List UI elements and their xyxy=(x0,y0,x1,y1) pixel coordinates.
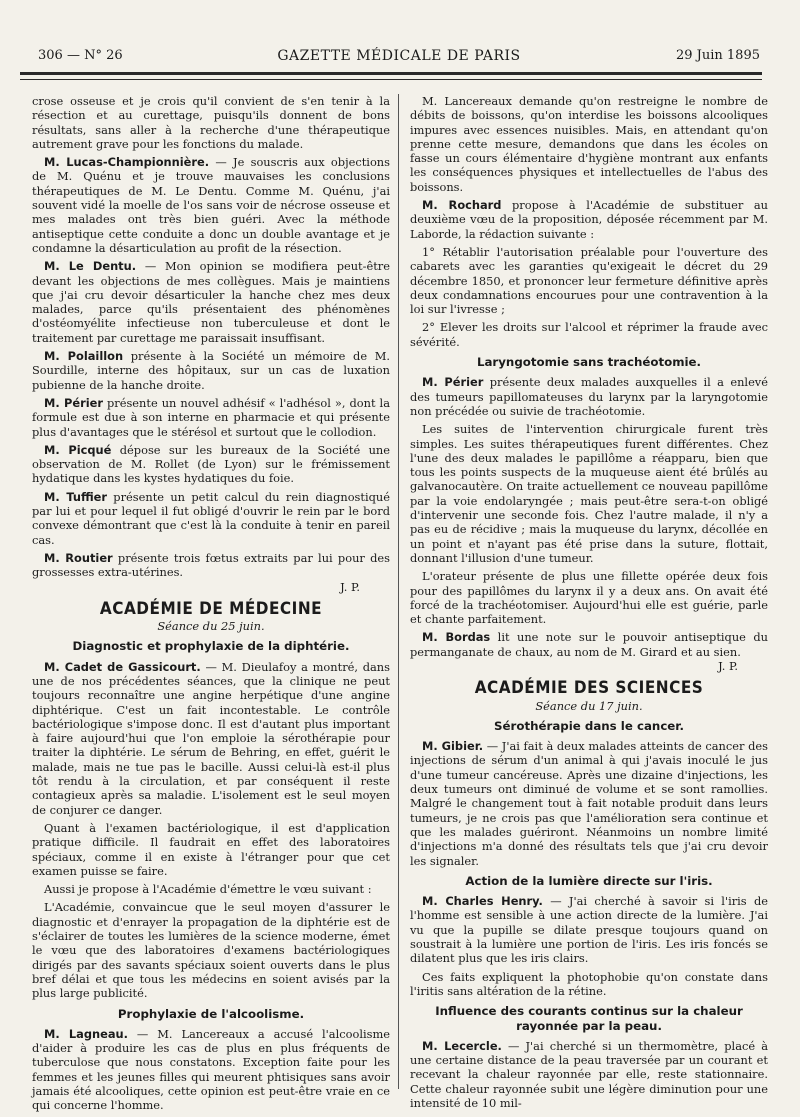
speaker-name: M. Picqué xyxy=(44,442,112,457)
paragraph: M. Lagneau. — M. Lancereaux a accusé l'alcoolisme d'aider à produire les cas de plus en plus fréquents de tuberculose que nous constatons. Exception faite pour les femmes et les jeunes filles qui meurent phtisiques sans avoir jamais été alcooliques, cette opinion est peut-être vraie en ce qui concerne l'homme. xyxy=(32,1026,390,1113)
speaker-name: M. Périer xyxy=(44,395,103,410)
paragraph: L'Académie, convaincue que le seul moyen d'assurer le diagnostic et d'enrayer la propagation de la diphtérie est de s'éclairer de toutes les lumières de la science moderne, émet le vœu que des laboratoires d'examens bactériologiques dirigés par des savants spéciaux soient ouverts dans le plus bref délai et que tous les médecins en soient avisés par la plus large publicité. xyxy=(32,900,390,1001)
paragraph: M. Bordas lit une note sur le pouvoir antiseptique du permanganate de chaux, au nom de M. Girard et au sien. J. P. xyxy=(410,630,769,673)
right-column xyxy=(410,94,768,1114)
session-date: Séance du 25 juin. xyxy=(157,619,265,634)
speaker-name: M. Routier xyxy=(44,550,113,565)
speaker-name: M. Charles Henry. xyxy=(422,894,543,909)
paragraph: M. Gibier. — J'ai fait à deux malades atteints de cancer des injections de sérum d'un animal à qui j'avais inoculé le jus d'une tumeur cancéreuse. Après une dizaine d'injections, les deux tumeurs ont diminué de volume et se sont ramollies. Malgré le changement tout à fait notable produit dans leurs tumeurs, je ne crois pas que l'amélioration sera continue et que les malades guériront. Néanmoins un nombre limité d'injections m'a donné des résultats tels que j'ai cru devoir les signaler. xyxy=(410,739,768,868)
page-number: 306 — N° 26 xyxy=(38,48,123,63)
speaker-name: M. Périer xyxy=(422,375,484,390)
subsection-title: Influence des courants continus sur la chaleur rayonnée par la peau. xyxy=(435,1004,743,1033)
left-column xyxy=(32,94,390,1117)
subsection-title: Laryngotomie sans trachéotomie. xyxy=(476,355,702,370)
speaker-name: M. Gibier. xyxy=(422,739,484,754)
subsection-title: Diagnostic et prophylaxie de la diphtérie. xyxy=(72,639,350,654)
speaker-name: M. Polaillon xyxy=(44,349,124,364)
section-title: ACADÉMIE DE MÉDECINE xyxy=(99,598,323,619)
header-rule xyxy=(20,72,762,75)
paragraph: M. Lecercle. — J'ai cherché si un thermomètre, placé à une certaine distance de la peau traversée par un courant et recevant la chaleur rayonnée par elle, reste stationnaire. Cette chaleur rayonnée subit une légère diminution pour une intensité de 10 mil- xyxy=(410,1038,768,1110)
paragraph: Les suites de l'intervention chirurgicale furent très simples. Les suites thérapeutiques furent différentes. Chez l'une des deux malades le papillôme a réapparu, bien que tous les points suspects de la muqueuse aient été brûlés au galvanocautère. On traite actuellement ce nouveau papillôme par la voie endolaryngée ; mais peut-être sera-t-on obligé d'intervenir une seconde fois. Chez l'autre malade, il n'y a pas eu de récidive ; mais la muqueuse du larynx, décollée en un point et n'ayant pas été prise dans la suture, flottait, donnant l'illusion d'une tumeur. xyxy=(410,422,768,565)
paragraph: M. Lucas-Championnière. — Je souscris aux objections de M. Quénu et je trouve mauvaises les conclusions thérapeutiques de M. Le Dentu. Comme M. Quénu, j'ai souvent vidé la moelle de l'os sans voir de nécrose osseuse et mes malades ont très bien guéri. Avec la méthode antiseptique cette conduite a donc un double avantage et je condamne la désarticulation au profit de la résection. xyxy=(32,155,390,255)
paragraph: Quant à l'examen bactériologique, il est d'application pratique difficile. Il faudrait en effet des laboratoires spéciaux, comme il en existe à l'étranger pour que cet examen puisse se faire. xyxy=(32,820,390,878)
paragraph: 1° Rétablir l'autorisation préalable pour l'ouverture des cabarets avec les garanties qu'exigeait le décret du 29 décembre 1850, et prononcer leur fermeture définitive après deux condamnations encourues pour une contravention à la loi sur l'ivresse ; xyxy=(410,244,768,317)
paragraph: M. Tuffier présente un petit calcul du rein diagnostiqué par lui et pour lequel il fut obligé d'ouvrir le rein par le bord convexe démontrant que c'est là la conduite à tenir en pareil cas. xyxy=(32,489,390,547)
paragraph: M. Charles Henry. — J'ai cherché à savoir si l'iris de l'homme est sensible à une action directe de la lumière. J'ai vu que la pupille se dilate presque toujours quand on soustrait à la lumière une portion de l'iris. Les iris foncés se dilatent plus que les iris clairs. xyxy=(410,894,769,966)
speaker-name: M. Cadet de Gassicourt. xyxy=(44,659,201,674)
page-header xyxy=(38,48,760,70)
paragraph: M. Picqué dépose sur les bureaux de la Société une observation de M. Rollet (de Lyon) sur le frémissement hydatique dans les kystes hydatiques du foie. xyxy=(32,442,391,486)
speaker-name: M. Tuffier xyxy=(44,489,107,504)
paragraph: M. Périer présente un nouvel adhésif « l'adhésol », dont la formule est due à son interne en pharmacie et qui présente plus d'avantages que le stérésol et surtout que le collodion. xyxy=(32,395,390,439)
signature: J. P. xyxy=(718,658,738,673)
speaker-name: M. Bordas xyxy=(422,630,491,645)
paragraph: L'orateur présente de plus une fillette opérée deux fois pour des papillômes du larynx il y a deux ans. On avait été forcé de la trachéotomiser. Aujourd'hui elle est guérie, parle et chante parfaitement. xyxy=(410,569,768,627)
subsection-title: Sérothérapie dans le cancer. xyxy=(494,718,684,733)
paragraph: M. Routier présente trois fœtus extraits par lui pour des grossesses extra-utérines. J. P. xyxy=(32,550,390,594)
speaker-name: M. Lucas-Championnière. xyxy=(44,155,210,170)
paragraph: 2° Elever les droits sur l'alcool et réprimer la fraude avec sévérité. xyxy=(410,320,768,349)
paragraph: M. Cadet de Gassicourt. — M. Dieulafoy a montré, dans une de nos précédentes séances, que la clinique ne peut toujours reconnaître une angine herpétique d'une angine diphtérique. C'est un fait incontestable. Le contrôle bactériologique s'impose donc. Il est d'autant plus important à faire aujourd'hui que l'on emploie la sérothérapie pour traiter la diphtérie. Le sérum de Behring, en effet, guérit le malade, mais ne tue pas le bacille. Aussi celui-là est-il plus tôt rendu à la circulation, et par conséquent il reste contagieux après sa maladie. L'isolement est le seul moyen de conjurer ce danger. xyxy=(32,659,390,817)
speaker-name: M. Lagneau. xyxy=(44,1026,128,1041)
signature: J. P. xyxy=(340,579,360,594)
subsection-title: Prophylaxie de l'alcoolisme. xyxy=(117,1006,305,1021)
paragraph: crose osseuse et je crois qu'il convient de s'en tenir à la résection et au curettage, puisqu'ils donnent de bons résultats, sans aller à la recherche d'une thérapeutique autrement grave pour les fonctions du malade. xyxy=(32,94,390,151)
header-rule-thin xyxy=(20,79,762,80)
session-date: Séance du 17 juin. xyxy=(535,698,643,713)
paragraph: M. Rochard propose à l'Académie de substituer au deuxième vœu de la proposition, déposée récemment par M. Laborde, la rédaction suivante : xyxy=(410,198,768,241)
speaker-name: M. Rochard xyxy=(422,198,502,213)
paragraph: M. Lancereaux demande qu'on restreigne le nombre de débits de boissons, qu'on interdise les boissons alcooliques impures avec essences nuisibles. Mais, en attendant qu'on prenne cette mesure, demandons que dans les écoles on fasse un cours élémentaire d'hygiène montrant aux enfants les conséquences physiques et intellectuelles de l'abus des boissons. xyxy=(410,94,768,194)
paragraph: M. Polaillon présente à la Société un mémoire de M. Sourdille, interne des hôpitaux, sur un cas de luxation pubienne de la hanche droite. xyxy=(32,349,390,392)
issue-date: 29 Juin 1895 xyxy=(675,48,760,63)
paragraph: M. Périer présente deux malades auxquelles il a enlevé des tumeurs papillomateuses du larynx par la laryngotomie non précédée ou suivie de trachéotomie. xyxy=(410,375,768,418)
journal-title: GAZETTE MÉDICALE DE PARIS xyxy=(277,48,521,64)
column-divider xyxy=(398,94,399,1089)
paragraph: M. Le Dentu. — Mon opinion se modifiera peut-être devant les objections de mes collègues. Mais je maintiens que j'ai cru devoir désarticuler la hanche chez mes deux malades, parce qu'ils présentaient des phénomènes d'ostéomyélite infectieuse non tuberculeuse et dont le traitement par curettage me paraissait insuffisant. xyxy=(32,259,390,345)
speaker-name: M. Le Dentu. xyxy=(44,259,137,274)
paragraph: Aussi je propose à l'Académie d'émettre le vœu suivant : xyxy=(44,882,372,897)
section-title: ACADÉMIE DES SCIENCES xyxy=(474,678,704,699)
paragraph: Ces faits expliquent la photophobie qu'on constate dans l'iritis sans altération de la rétine. xyxy=(410,969,768,998)
subsection-title: Action de la lumière directe sur l'iris. xyxy=(465,873,713,888)
speaker-name: M. Lecercle. xyxy=(422,1038,502,1053)
